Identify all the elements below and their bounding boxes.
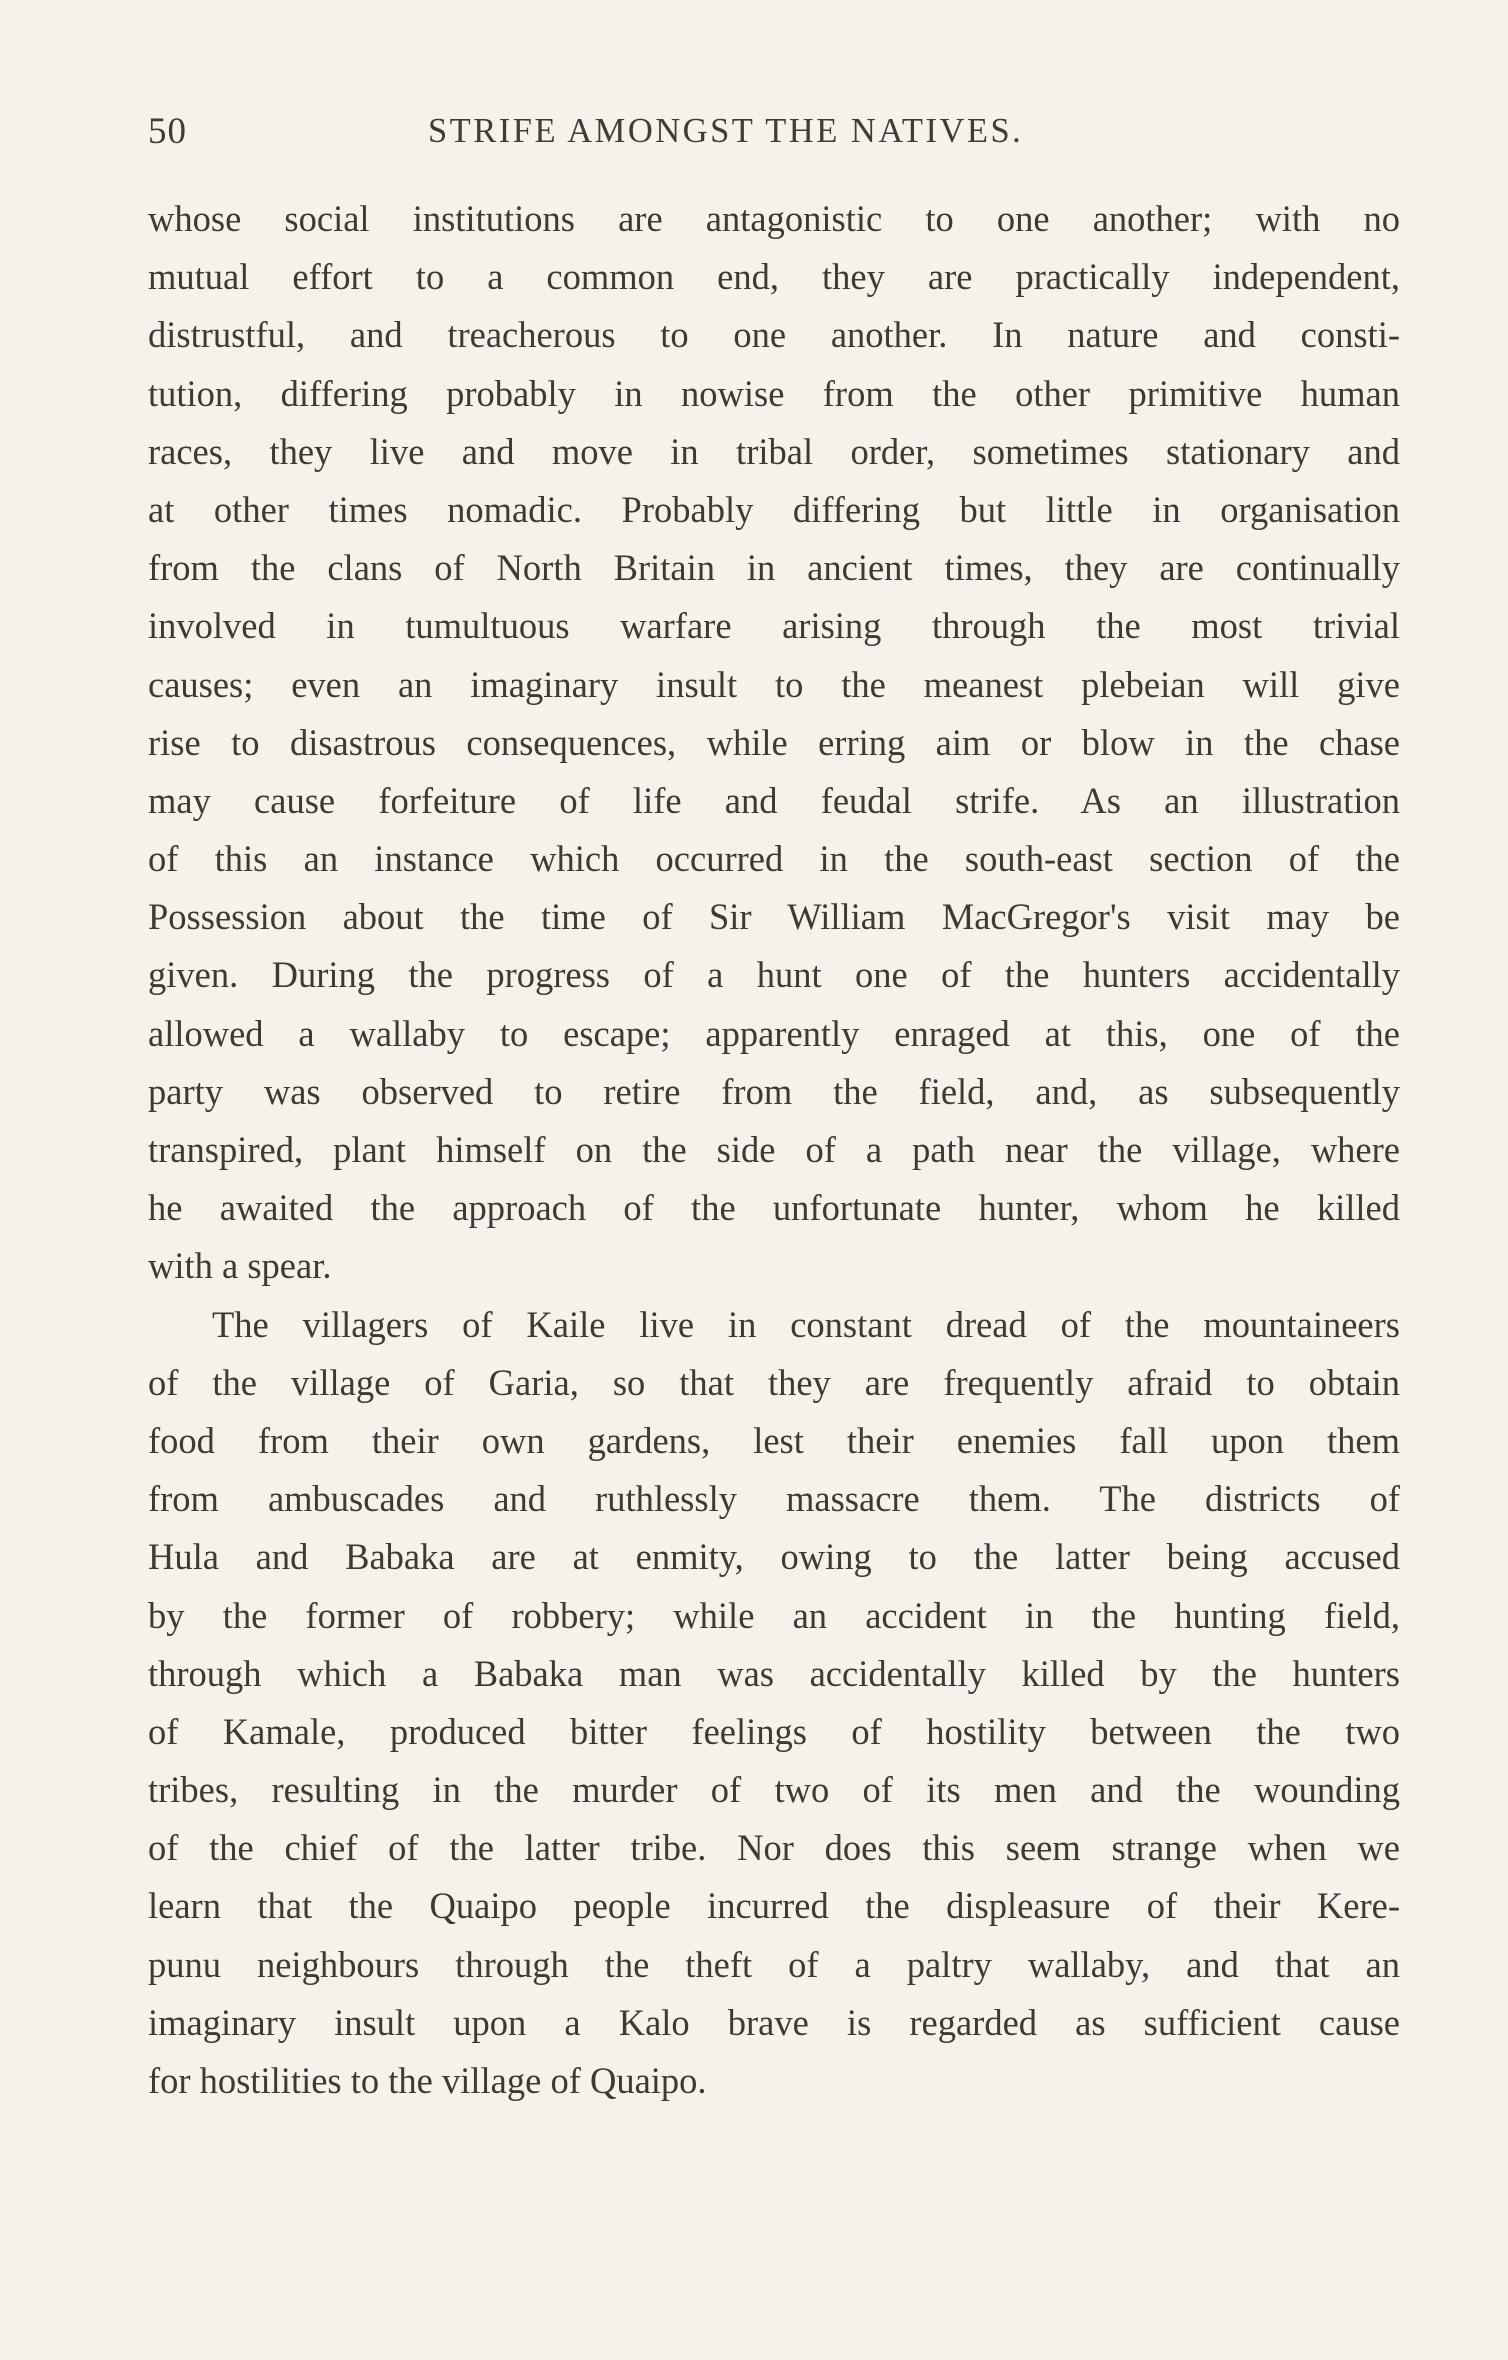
text-line: learn that the Quaipo people incurred the displeasure of their Kere- <box>148 1885 1400 1927</box>
text-line: distrustful, and treacherous to one another. In nature and consti- <box>148 314 1400 356</box>
text-line: of this an instance which occurred in the south-east section of the <box>148 838 1400 880</box>
body-text <box>148 190 1400 2110</box>
text-line: of Kamale, produced bitter feelings of hostility between the two <box>148 1710 1400 1752</box>
text-line: food from their own gardens, lest their enemies fall upon them <box>148 1419 1400 1461</box>
text-line: of the village of Garia, so that they are frequently afraid to obtain <box>148 1361 1400 1403</box>
text-line: Hula and Babaka are at enmity, owing to the latter being accused <box>148 1536 1400 1578</box>
text-line: through which a Babaka man was accidentally killed by the hunters <box>148 1652 1400 1694</box>
text-line: transpired, plant himself on the side of a path near the village, where <box>148 1129 1400 1170</box>
text-line: may cause forfeiture of life and feudal strife. As an illustration <box>148 779 1400 821</box>
text-line: The villagers of Kaile live in constant dread of the mountaineers <box>212 1303 1400 1345</box>
text-line: causes; even an imaginary insult to the meanest plebeian will give <box>148 663 1400 705</box>
text-line: by the former of robbery; while an accident in the hunting field, <box>148 1594 1400 1636</box>
text-line: allowed a wallaby to escape; apparently enraged at this, one of the <box>148 1012 1400 1054</box>
text-line: at other times nomadic. Probably differing but little in organisation <box>148 488 1400 530</box>
text-line: whose social institutions are antagonistic to one another; with no <box>148 198 1400 239</box>
text-line: for hostilities to the village of Quaipo. <box>148 2060 707 2101</box>
running-head: STRIFE AMONGST THE NATIVES. <box>428 112 1024 150</box>
text-line: given. During the progress of a hunt one of the hunters accidentally <box>148 954 1400 996</box>
text-line: imaginary insult upon a Kalo brave is regarded as sufficient cause <box>148 2001 1400 2043</box>
text-line: from ambuscades and ruthlessly massacre them. The districts of <box>148 1478 1400 1520</box>
text-line: punu neighbours through the theft of a paltry wallaby, and that an <box>148 1943 1400 1985</box>
text-line: mutual effort to a common end, they are practically independent, <box>148 256 1400 298</box>
text-line: of the chief of the latter tribe. Nor does this seem strange when we <box>148 1827 1400 1869</box>
page-number: 50 <box>148 111 187 152</box>
text-line: races, they live and move in tribal order, sometimes stationary and <box>148 430 1400 472</box>
text-line: involved in tumultuous warfare arising through the most trivial <box>148 605 1400 647</box>
text-line: he awaited the approach of the unfortunate hunter, whom he killed <box>148 1187 1400 1229</box>
text-line: with a spear. <box>148 1245 332 1287</box>
paragraph-2 <box>148 1296 1400 2111</box>
text-line: Possession about the time of Sir William MacGregor's visit may be <box>148 896 1400 938</box>
paragraph-1 <box>148 190 1400 1296</box>
text-line: party was observed to retire from the field, and, as subsequently <box>148 1070 1400 1112</box>
text-line: tution, differing probably in nowise from the other primitive human <box>148 372 1400 414</box>
text-line: from the clans of North Britain in ancient times, they are continually <box>148 547 1400 589</box>
text-line: tribes, resulting in the murder of two of its men and the wounding <box>148 1769 1400 1811</box>
text-line: rise to disastrous consequences, while erring aim or blow in the chase <box>148 721 1400 763</box>
